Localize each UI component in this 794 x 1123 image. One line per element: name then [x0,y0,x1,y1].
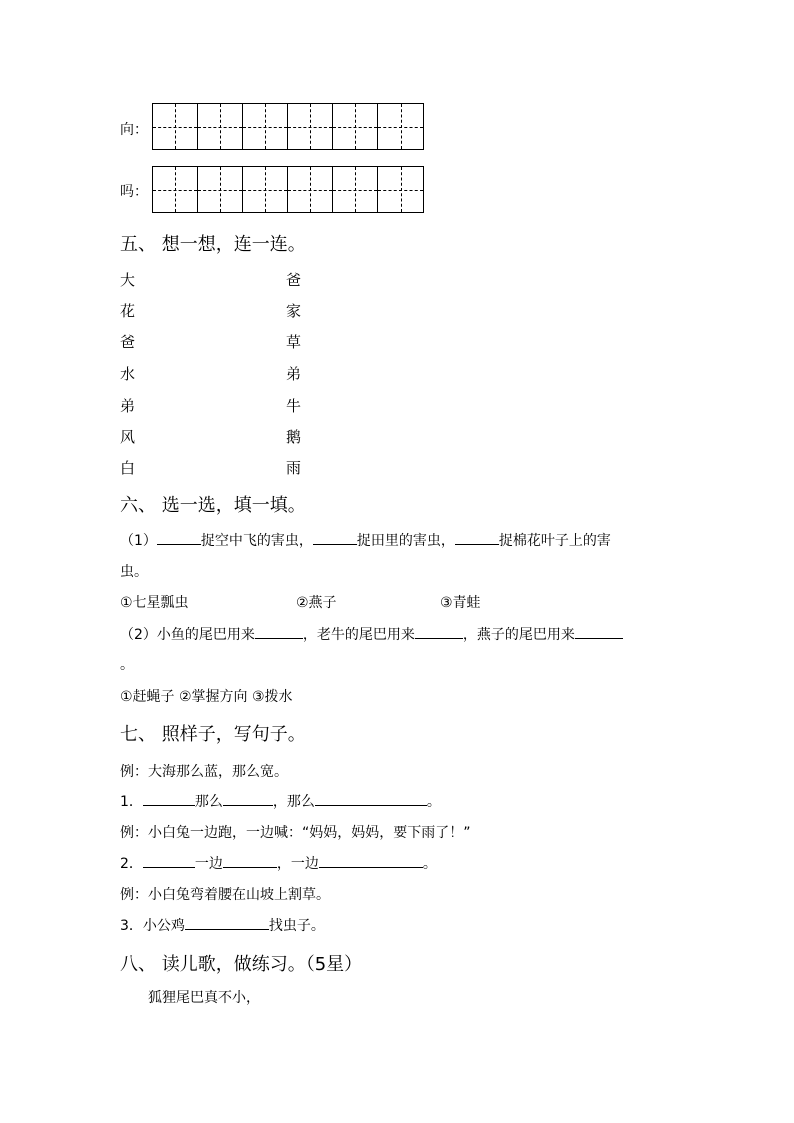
match-left-item[interactable]: 弟 [120,397,136,415]
option-1: ①七星瓢虫 [120,595,189,611]
grid-cell[interactable] [243,104,288,149]
s2-number: 2． [120,856,143,872]
answer-blank[interactable] [455,530,499,545]
grid-cell[interactable] [288,104,333,149]
option-2: ②燕子 [296,595,337,611]
s1-text-a: 那么 [194,794,223,810]
q2-prefix: （2）小鱼的尾巴用来 [120,627,255,643]
grid-cell[interactable] [243,167,288,212]
q1-text-1: 捉空中飞的害虫， [200,533,313,549]
match-left-item[interactable]: 水 [120,365,136,383]
q2-text-2: ，燕子的尾巴用来 [462,627,575,643]
s2-text-a: 一边 [194,856,223,872]
match-left-item[interactable]: 大 [120,271,136,289]
s2-text-b: ，一边 [276,856,319,872]
poem-line-1: 狐狸尾巴真不小， [148,990,260,1006]
s1-text-b: ，那么 [272,794,315,810]
grid-cell[interactable] [378,167,423,212]
options-2: ①赶蝇子 ②掌握方向 ③拨水 [120,689,293,705]
writing-grid-xiang[interactable] [152,103,424,150]
grid-cell[interactable] [153,104,198,149]
sentence-1 [120,791,441,811]
match-left-item[interactable]: 白 [120,459,136,477]
example-1: 例：大海那么蓝，那么宽。 [120,764,288,780]
s2-end: 。 [422,856,437,872]
answer-blank[interactable] [575,624,623,639]
grid-cell[interactable] [333,104,378,149]
match-right-item[interactable]: 家 [286,302,302,320]
question-2 [120,624,623,644]
s1-end: 。 [426,794,441,810]
section8-title: 八、 读儿歌，做练习。（5星） [120,954,363,975]
match-left-item[interactable]: 花 [120,302,136,320]
grid-label-ma: 吗： [120,184,148,200]
answer-blank[interactable] [223,853,277,868]
q1-text-3: 捉棉花叶子上的害 [498,533,611,549]
match-right-item[interactable]: 草 [286,333,302,351]
answer-blank[interactable] [185,915,269,930]
s3-pre: 3．小公鸡 [120,918,185,934]
answer-blank[interactable] [143,791,195,806]
answer-blank[interactable] [143,853,195,868]
s1-number: 1． [120,794,143,810]
grid-cell[interactable] [378,104,423,149]
writing-grid-ma[interactable] [152,166,424,213]
sentence-3 [120,915,325,935]
match-left-item[interactable]: 爸 [120,333,136,351]
question-1 [120,530,611,550]
grid-label-xiang: 向： [120,122,148,138]
sentence-2 [120,853,437,873]
q1-prefix: （1） [120,533,157,549]
s3-post: 找虫子。 [268,918,325,934]
match-right-item[interactable]: 雨 [286,459,302,477]
answer-blank[interactable] [157,530,201,545]
option-3: ③青蛙 [440,595,481,611]
q2-text-1: ，老牛的尾巴用来 [302,627,415,643]
answer-blank[interactable] [319,853,423,868]
example-2: 例：小白兔一边跑，一边喊：“妈妈，妈妈，要下雨了！” [120,825,471,841]
match-right-item[interactable]: 牛 [286,397,302,415]
grid-cell[interactable] [333,167,378,212]
section6-title: 六、 选一选，填一填。 [120,495,306,516]
answer-blank[interactable] [223,791,273,806]
section7-title: 七、 照样子，写句子。 [120,724,306,745]
answer-blank[interactable] [255,624,303,639]
q1-continuation: 虫。 [120,564,148,580]
grid-cell[interactable] [288,167,333,212]
match-right-item[interactable]: 鹅 [286,428,302,446]
answer-blank[interactable] [415,624,463,639]
answer-blank[interactable] [315,791,427,806]
match-right-item[interactable]: 弟 [286,365,302,383]
answer-blank[interactable] [313,530,357,545]
grid-cell[interactable] [198,167,243,212]
section5-title: 五、 想一想，连一连。 [120,234,306,255]
match-right-item[interactable]: 爸 [286,271,302,289]
q2-continuation: 。 [120,657,134,673]
example-3: 例：小白兔弯着腰在山坡上割草。 [120,887,330,903]
grid-cell[interactable] [153,167,198,212]
match-left-item[interactable]: 风 [120,428,136,446]
q1-text-2: 捉田里的害虫， [356,533,455,549]
grid-cell[interactable] [198,104,243,149]
